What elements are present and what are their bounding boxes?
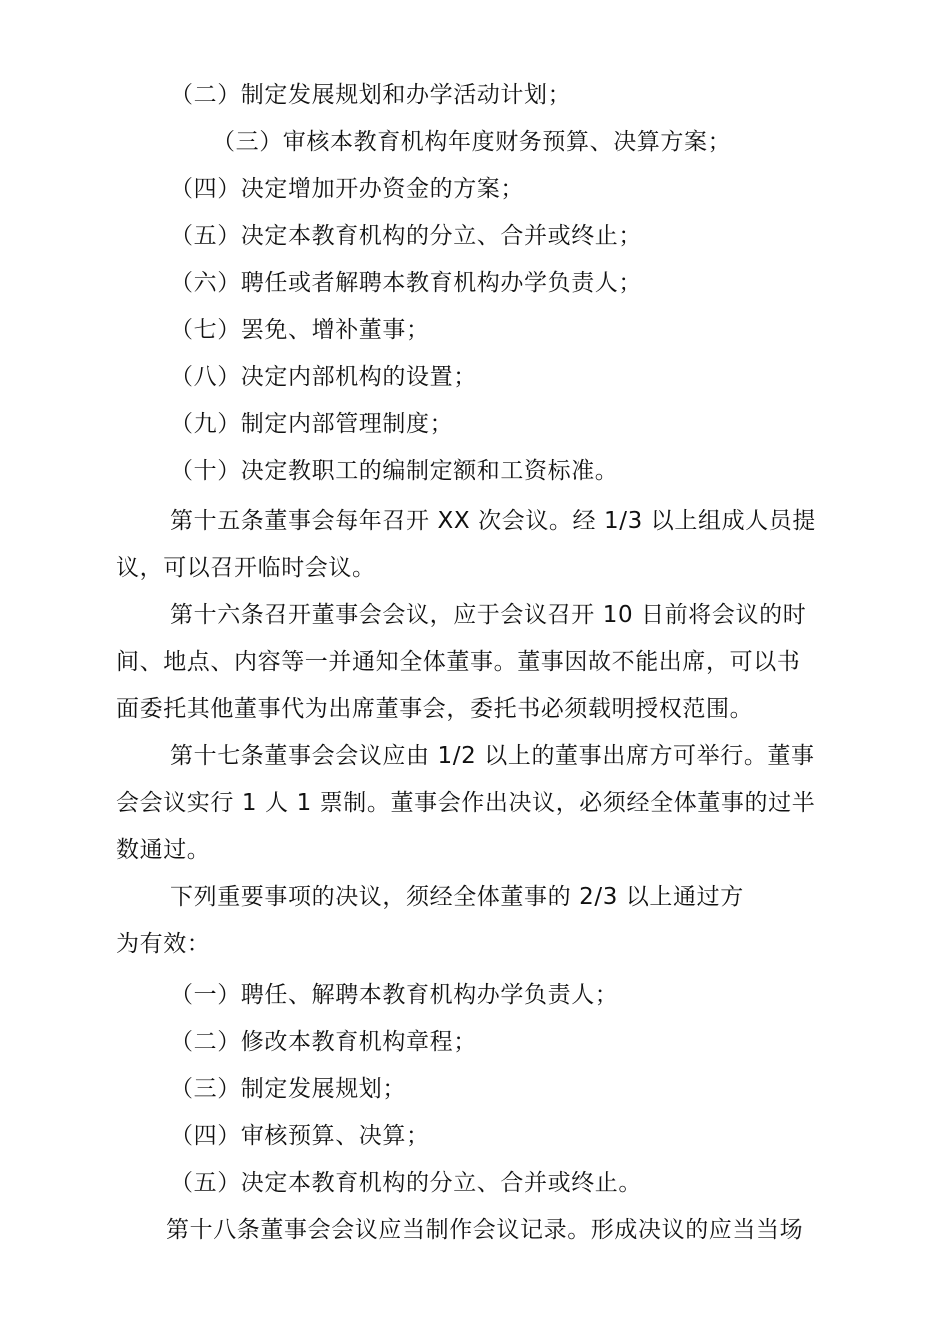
list-item: （七）罢免、增补董事； bbox=[170, 317, 430, 343]
list-item: （一）聘任、解聘本教育机构办学负责人； bbox=[170, 982, 619, 1008]
article-17-line-3: 数通过。 bbox=[116, 837, 211, 863]
list-item: （四）决定增加开办资金的方案； bbox=[170, 176, 524, 202]
list-item: （八）决定内部机构的设置； bbox=[170, 364, 477, 390]
article-16-line-3: 面委托其他董事代为出席董事会，委托书必须载明授权范围。 bbox=[116, 696, 754, 722]
article-16-line-1: 第十六条召开董事会会议，应于会议召开 10 日前将会议的时 bbox=[170, 602, 807, 628]
list-item: （六）聘任或者解聘本教育机构办学负责人； bbox=[170, 270, 642, 296]
important-matters-line-1: 下列重要事项的决议，须经全体董事的 2/3 以上通过方 bbox=[170, 884, 744, 910]
list-item: （十）决定教职工的编制定额和工资标准。 bbox=[170, 458, 619, 484]
list-item: （二）修改本教育机构章程； bbox=[170, 1029, 477, 1055]
article-17-line-1: 第十七条董事会会议应由 1/2 以上的董事出席方可举行。董事 bbox=[170, 743, 815, 769]
important-matters-line-2: 为有效： bbox=[116, 931, 211, 957]
article-17-line-2: 会会议实行 1 人 1 票制。董事会作出决议，必须经全体董事的过半 bbox=[116, 790, 816, 816]
list-item: （三）审核本教育机构年度财务预算、决算方案； bbox=[212, 129, 732, 155]
list-item: （四）审核预算、决算； bbox=[170, 1123, 430, 1149]
article-15-line-2: 议，可以召开临时会议。 bbox=[116, 555, 376, 581]
list-item: （五）决定本教育机构的分立、合并或终止。 bbox=[170, 1170, 642, 1196]
list-item: （二）制定发展规划和办学活动计划； bbox=[170, 82, 572, 108]
list-item: （九）制定内部管理制度； bbox=[170, 411, 454, 437]
list-item: （五）决定本教育机构的分立、合并或终止； bbox=[170, 223, 642, 249]
article-18-line-1: 第十八条董事会会议应当制作会议记录。形成决议的应当当场 bbox=[166, 1217, 804, 1243]
list-item: （三）制定发展规划； bbox=[170, 1076, 406, 1102]
article-16-line-2: 间、地点、内容等一并通知全体董事。董事因故不能出席，可以书 bbox=[116, 649, 801, 675]
article-15-line-1: 第十五条董事会每年召开 XX 次会议。经 1/3 以上组成人员提 bbox=[170, 508, 816, 534]
